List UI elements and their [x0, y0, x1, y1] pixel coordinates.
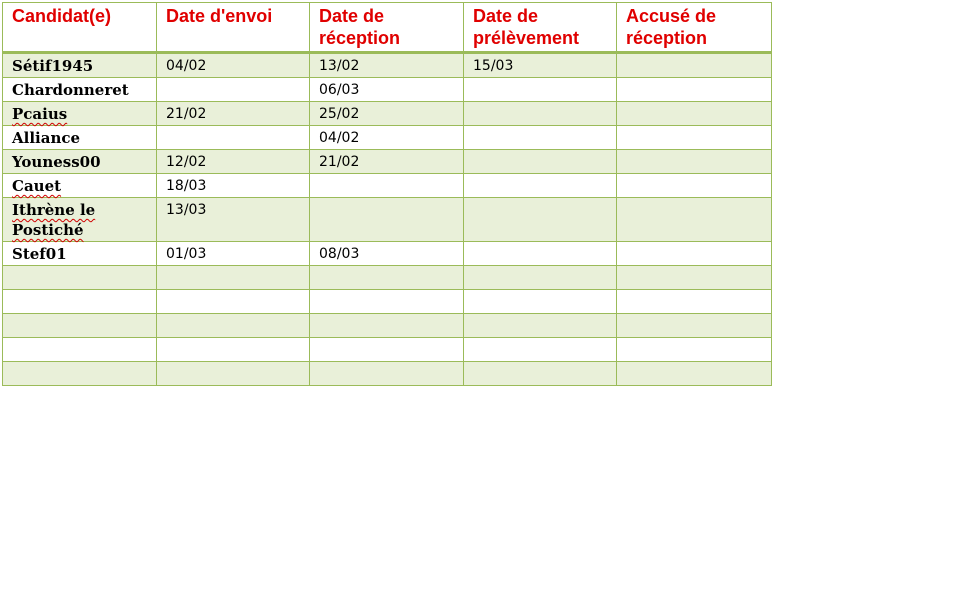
empty-cell	[157, 314, 310, 338]
cell-date-prelevement	[464, 174, 617, 198]
cell-date-reception: 08/03	[310, 242, 464, 266]
header-date-envoi: Date d'envoi	[157, 3, 310, 53]
candidates-table	[2, 2, 772, 386]
empty-cell	[3, 290, 157, 314]
empty-cell	[3, 266, 157, 290]
empty-cell	[310, 362, 464, 386]
empty-cell	[310, 338, 464, 362]
table-row	[3, 102, 772, 126]
table-row	[3, 150, 772, 174]
cell-date-reception	[310, 198, 464, 242]
empty-cell	[3, 362, 157, 386]
spellcheck-word: Pcaius	[12, 105, 68, 123]
cell-accuse-reception	[617, 78, 772, 102]
empty-cell	[310, 266, 464, 290]
cell-accuse-reception	[617, 126, 772, 150]
empty-cell	[157, 338, 310, 362]
spellcheck-word: Ithrène le Postiché	[12, 201, 96, 239]
cell-date-envoi: 13/03	[157, 198, 310, 242]
cell-candidat: Chardonneret	[3, 78, 157, 102]
cell-accuse-reception	[617, 242, 772, 266]
spellcheck-word: Cauet	[12, 177, 62, 195]
table-row	[3, 242, 772, 266]
empty-cell	[3, 314, 157, 338]
cell-date-reception: 04/02	[310, 126, 464, 150]
empty-row	[3, 314, 772, 338]
table-row	[3, 53, 772, 78]
cell-candidat: Alliance	[3, 126, 157, 150]
cell-date-prelevement	[464, 78, 617, 102]
empty-cell	[464, 314, 617, 338]
cell-date-prelevement	[464, 198, 617, 242]
empty-cell	[464, 290, 617, 314]
table-row	[3, 126, 772, 150]
cell-date-reception	[310, 174, 464, 198]
table-row	[3, 198, 772, 242]
empty-cell	[464, 338, 617, 362]
table-row	[3, 174, 772, 198]
empty-row	[3, 290, 772, 314]
empty-cell	[310, 290, 464, 314]
cell-candidat	[3, 198, 157, 242]
cell-accuse-reception	[617, 174, 772, 198]
cell-candidat	[3, 174, 157, 198]
cell-accuse-reception	[617, 53, 772, 78]
header-candidat: Candidat(e)	[3, 3, 157, 53]
cell-accuse-reception	[617, 102, 772, 126]
cell-date-prelevement	[464, 102, 617, 126]
cell-date-envoi: 12/02	[157, 150, 310, 174]
cell-candidat: Sétif1945	[3, 53, 157, 78]
cell-date-reception: 06/03	[310, 78, 464, 102]
cell-candidat: Youness00	[3, 150, 157, 174]
empty-cell	[157, 266, 310, 290]
cell-date-prelevement	[464, 242, 617, 266]
empty-cell	[464, 266, 617, 290]
empty-row	[3, 362, 772, 386]
cell-date-prelevement: 15/03	[464, 53, 617, 78]
cell-candidat: Stef01	[3, 242, 157, 266]
cell-date-envoi: 01/03	[157, 242, 310, 266]
cell-date-envoi	[157, 126, 310, 150]
header-date-prelevement: Date de prélèvement	[464, 3, 617, 53]
cell-date-prelevement	[464, 150, 617, 174]
empty-cell	[617, 362, 772, 386]
header-row	[3, 3, 772, 53]
empty-cell	[617, 290, 772, 314]
table-row	[3, 78, 772, 102]
empty-cell	[157, 290, 310, 314]
cell-date-prelevement	[464, 126, 617, 150]
cell-accuse-reception	[617, 198, 772, 242]
empty-cell	[617, 314, 772, 338]
cell-date-envoi: 21/02	[157, 102, 310, 126]
empty-cell	[617, 338, 772, 362]
empty-row	[3, 338, 772, 362]
empty-cell	[617, 266, 772, 290]
cell-date-envoi	[157, 78, 310, 102]
empty-cell	[157, 362, 310, 386]
cell-date-reception: 21/02	[310, 150, 464, 174]
header-date-reception: Date de réception	[310, 3, 464, 53]
empty-cell	[3, 338, 157, 362]
cell-date-envoi: 18/03	[157, 174, 310, 198]
cell-date-reception: 13/02	[310, 53, 464, 78]
cell-accuse-reception	[617, 150, 772, 174]
empty-row	[3, 266, 772, 290]
empty-cell	[464, 362, 617, 386]
cell-date-reception: 25/02	[310, 102, 464, 126]
empty-cell	[310, 314, 464, 338]
cell-date-envoi: 04/02	[157, 53, 310, 78]
header-accuse-reception: Accusé de réception	[617, 3, 772, 53]
cell-candidat	[3, 102, 157, 126]
